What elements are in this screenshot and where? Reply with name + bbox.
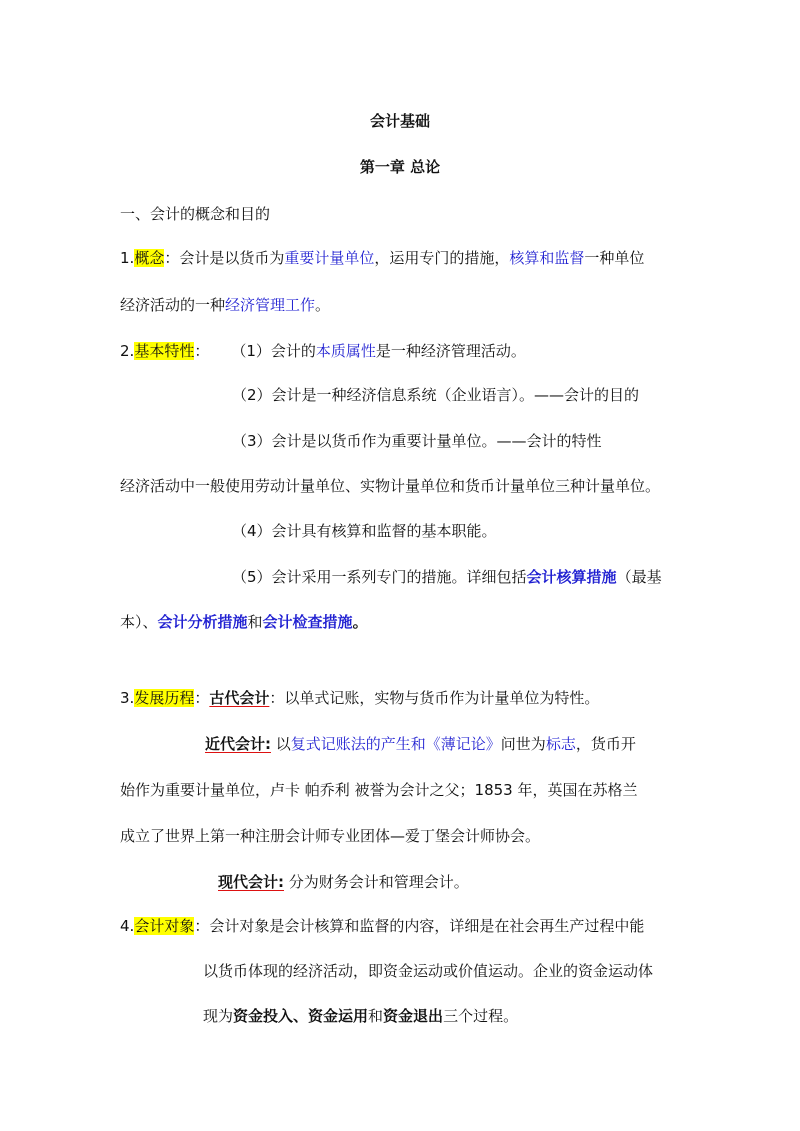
text: 会计对象是会计核算和监督的内容，详细是在社会再生产过程中能 bbox=[209, 917, 645, 935]
text: 一种单位 bbox=[584, 249, 645, 267]
underlined-term: 近代会计: bbox=[205, 735, 271, 753]
text: 以 bbox=[271, 735, 291, 753]
blue-term: 会计核算措施 bbox=[526, 568, 617, 586]
text: 会计是以货币为 bbox=[179, 249, 285, 267]
history-modern-early-cont2: 成立了世界上第一种注册会计师专业团体—爱丁堡会计师协会。 bbox=[120, 827, 541, 845]
paragraph-object bbox=[120, 915, 644, 937]
text: 是一种经济管理活动。 bbox=[375, 342, 526, 360]
blue-term: 会计分析措施 bbox=[157, 613, 248, 631]
text: ：以单式记账，实物与货币作为计量单位为特性。 bbox=[269, 689, 600, 707]
blue-term: 标志 bbox=[545, 735, 576, 753]
feature-3: （3）会计是以货币作为重要计量单位。——会计的特性 bbox=[232, 432, 602, 450]
text: （1）会计的 bbox=[231, 342, 316, 360]
text: 本）、 bbox=[120, 613, 158, 631]
text: ，运用专门的措施， bbox=[374, 249, 510, 267]
item-number: 1. bbox=[120, 249, 135, 267]
highlight-keyword: 概念 bbox=[134, 249, 165, 267]
text: ，货币开 bbox=[575, 735, 636, 753]
text: ： bbox=[194, 917, 210, 935]
item-number: 2. bbox=[120, 342, 135, 360]
text: 现为 bbox=[203, 1007, 234, 1025]
blue-term: 本质属性 bbox=[315, 342, 376, 360]
text: 分为财务会计和管理会计。 bbox=[284, 873, 469, 891]
blue-term: 会计检查措施 bbox=[262, 613, 353, 631]
text: ： bbox=[194, 689, 210, 707]
text: 和 bbox=[368, 1007, 384, 1025]
chapter-title: 第一章 总论 bbox=[359, 158, 441, 176]
text: 经济活动的一种 bbox=[120, 296, 226, 314]
history-modern bbox=[218, 871, 469, 893]
feature-4: （4）会计具有核算和监督的基本职能。 bbox=[232, 522, 497, 540]
text: 和 bbox=[247, 613, 263, 631]
text: ： bbox=[164, 249, 180, 267]
item-number: 3. bbox=[120, 689, 135, 707]
object-cont2 bbox=[203, 1005, 518, 1027]
history-modern-early-cont: 始作为重要计量单位，卢卡 帕乔利 被誉为会计之父；1853 年，英国在苏格兰 bbox=[120, 781, 638, 799]
blue-term: 复式记账法的产生和《薄记论》 bbox=[290, 735, 501, 753]
blue-term: 经济管理工作 bbox=[225, 296, 316, 314]
underlined-term: 古代会计 bbox=[209, 689, 270, 707]
text: 三个过程。 bbox=[443, 1007, 519, 1025]
bold-term: 资金投入、资金运用 bbox=[233, 1007, 369, 1025]
text: （最基 bbox=[616, 568, 662, 586]
text: 。 bbox=[352, 613, 368, 631]
feature-3-note: 经济活动中一般使用劳动计量单位、实物计量单位和货币计量单位三种计量单位。 bbox=[120, 477, 661, 495]
highlight-keyword: 会计对象 bbox=[134, 917, 195, 935]
feature-2: （2）会计是一种经济信息系统（企业语言）。——会计的目的 bbox=[232, 386, 640, 404]
paragraph-features bbox=[120, 340, 526, 362]
highlight-keyword: 发展历程 bbox=[134, 689, 195, 707]
paragraph-concept-cont bbox=[120, 294, 330, 316]
history-modern-early bbox=[205, 733, 636, 755]
blue-term: 重要计量单位 bbox=[284, 249, 375, 267]
underlined-term: 现代会计: bbox=[218, 873, 284, 891]
paragraph-concept bbox=[120, 247, 644, 269]
feature-5-cont bbox=[120, 611, 368, 633]
highlight-keyword: 基本特性 bbox=[134, 342, 195, 360]
bold-term: 资金退出 bbox=[383, 1007, 444, 1025]
section-heading: 一、会计的概念和目的 bbox=[120, 205, 271, 223]
text: 问世为 bbox=[500, 735, 546, 753]
document-title: 会计基础 bbox=[369, 112, 430, 130]
text: ： bbox=[194, 342, 210, 360]
text: （5）会计采用一系列专门的措施。详细包括 bbox=[232, 568, 527, 586]
object-cont: 以货币体现的经济活动，即资金运动或价值运动。企业的资金运动体 bbox=[203, 962, 654, 980]
item-number: 4. bbox=[120, 917, 135, 935]
feature-5 bbox=[232, 566, 662, 588]
text: 。 bbox=[315, 296, 331, 314]
blue-term: 核算和监督 bbox=[509, 249, 585, 267]
paragraph-history bbox=[120, 687, 599, 709]
